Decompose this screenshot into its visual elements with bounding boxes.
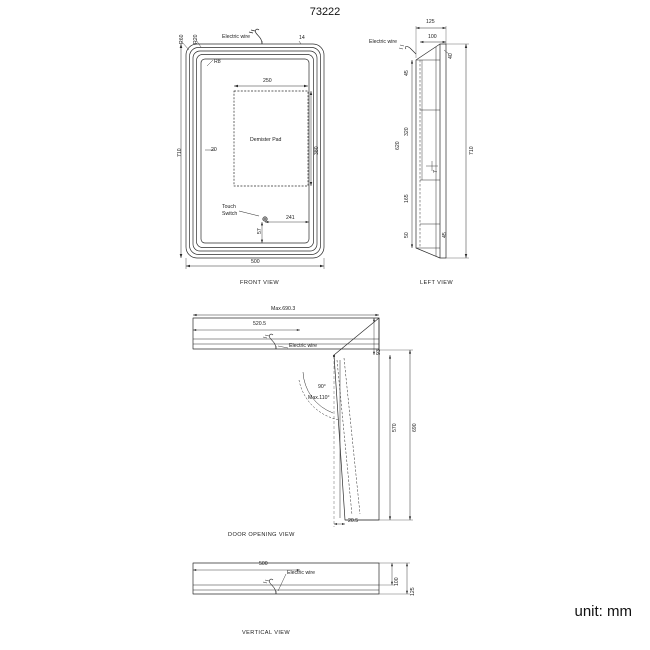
vertical-annotation-500: 500 xyxy=(259,561,268,567)
left-view-title: LEFT VIEW xyxy=(420,280,454,286)
left-annotation-165: 165 xyxy=(404,194,410,203)
left-annotation-45-bottom: 45 xyxy=(442,232,448,238)
front-annotation-r8: R8 xyxy=(214,59,221,65)
door-annotation-520: 520.5 xyxy=(253,321,266,327)
front-annotation-380: 380 xyxy=(314,146,320,155)
front-annotation-switch: Switch xyxy=(222,211,238,217)
door-annotation-570: 570 xyxy=(392,423,398,432)
door-view-title: DOOR OPENING VIEW xyxy=(228,532,295,538)
door-annotation-max-690: Max.690.3 xyxy=(271,306,296,312)
left-annotation-710: 710 xyxy=(469,146,475,155)
door-annotation-93: 93 xyxy=(376,349,382,355)
left-annotation-125: 125 xyxy=(426,19,435,25)
front-view-title: FRONT VIEW xyxy=(240,280,280,286)
front-annotation-demister-pad: Demister Pad xyxy=(250,137,282,143)
front-annotation-710: 710 xyxy=(177,148,183,157)
front-annotation-14: 14 xyxy=(299,35,305,41)
left-annotation-50: 50 xyxy=(404,232,410,238)
vertical-annotation-electric-wire: Electric wire xyxy=(287,570,315,576)
front-annotation-250: 250 xyxy=(263,78,272,84)
unit-note: unit: mm xyxy=(574,603,632,620)
door-annotation-20-5: 20.5 xyxy=(348,518,359,524)
front-annotation-500: 500 xyxy=(251,259,260,265)
door-annotation-electric-wire: Electric wire xyxy=(289,343,317,349)
front-annotation-touch: Touch xyxy=(222,204,236,210)
door-annotation-690: 690 xyxy=(412,423,418,432)
left-annotation-320: 320 xyxy=(404,127,410,136)
left-annotation-electric-wire: Electric wire xyxy=(369,39,397,45)
vertical-annotation-125: 125 xyxy=(410,587,416,596)
front-annotation-20: 20 xyxy=(211,147,217,153)
left-annotation-7: 7 xyxy=(433,170,439,173)
document-number: 73222 xyxy=(309,6,341,18)
vertical-annotation-100: 100 xyxy=(394,577,400,586)
door-annotation-90deg: 90° xyxy=(318,384,326,390)
front-annotation-electric-wire: Electric wire xyxy=(222,34,250,40)
front-annotation-241: 241 xyxy=(286,215,295,221)
door-annotation-max-110deg: Max.110° xyxy=(308,395,330,401)
front-annotation-r20: R20 xyxy=(193,34,199,44)
left-annotation-620: 620 xyxy=(395,141,401,150)
vertical-view-title: VERTICAL VIEW xyxy=(242,630,291,636)
left-annotation-100: 100 xyxy=(428,34,437,40)
left-annotation-45-top: 45 xyxy=(404,70,410,76)
front-annotation-r60: R60 xyxy=(179,34,185,44)
left-annotation-40: 40 xyxy=(448,53,454,59)
front-annotation-57: 57 xyxy=(257,228,263,234)
